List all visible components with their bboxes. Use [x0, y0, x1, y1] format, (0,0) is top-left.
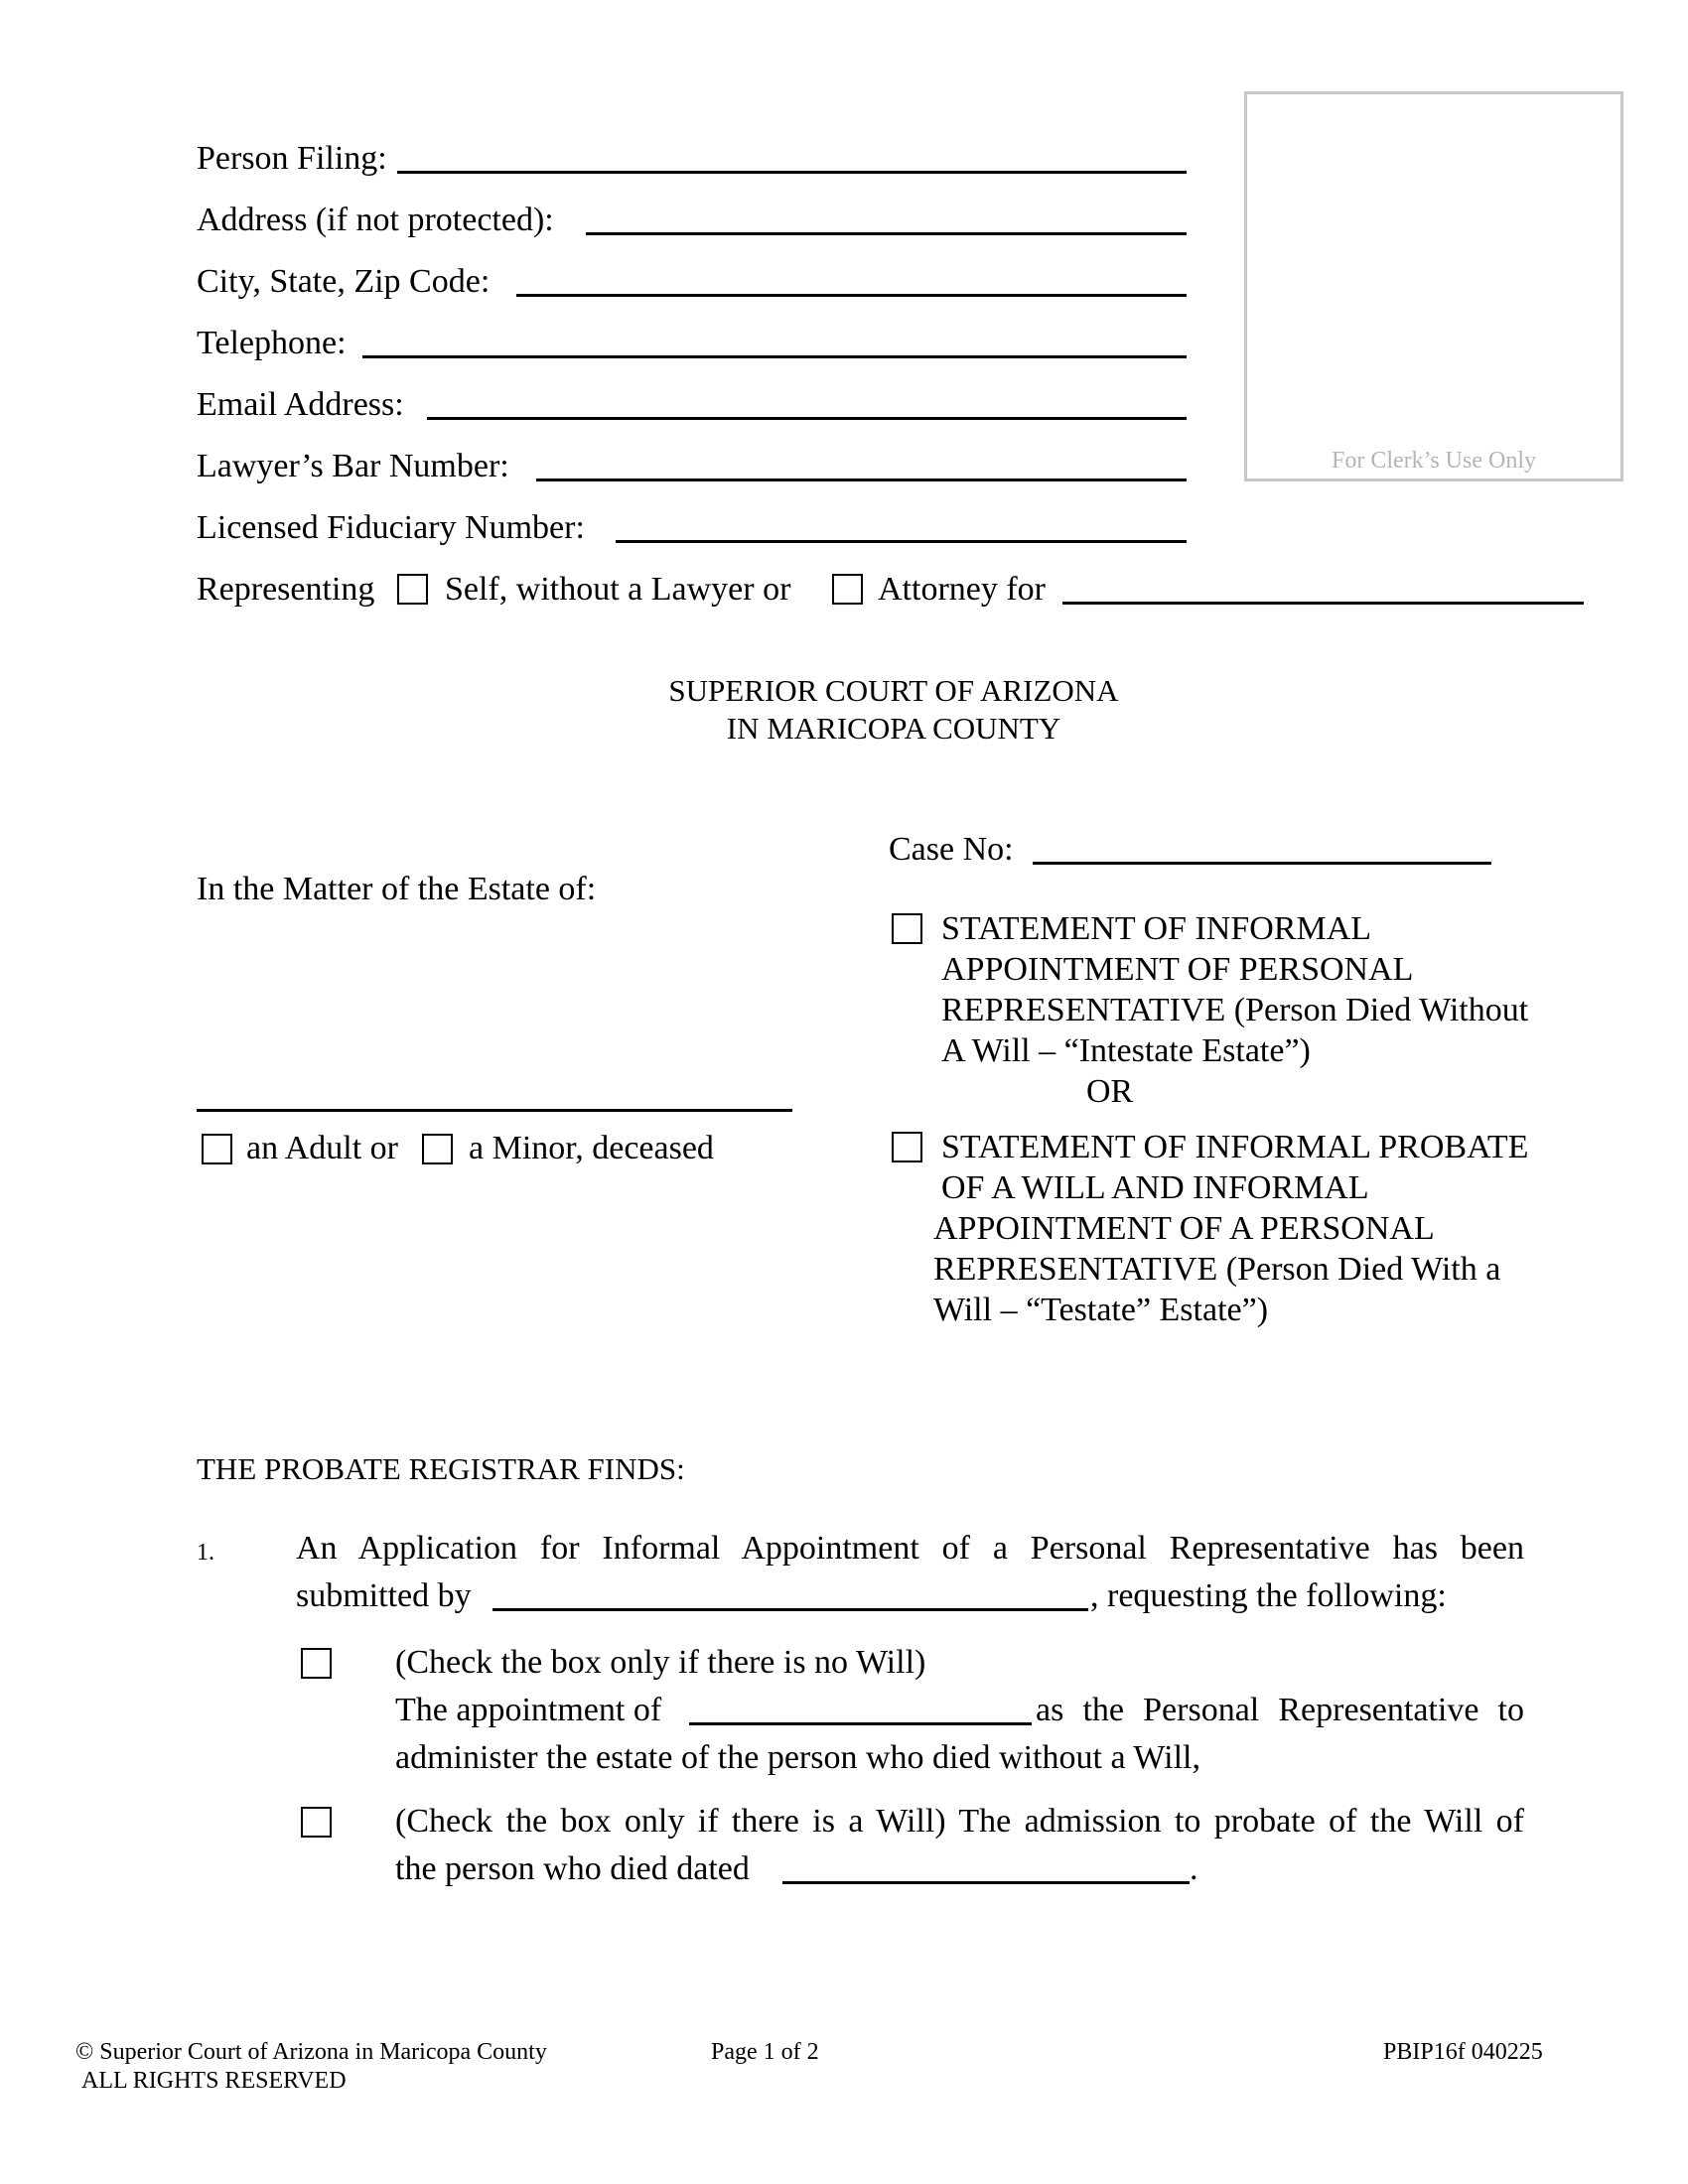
bar-number-label: Lawyer’s Bar Number: — [197, 448, 509, 484]
minor-checkbox[interactable] — [422, 1134, 453, 1164]
appointment-of-label: The appointment of — [395, 1692, 662, 1728]
attorney-for-field[interactable] — [1062, 602, 1584, 605]
bar-number-field[interactable] — [536, 478, 1187, 481]
intestate-statement-line: APPOINTMENT OF PERSONAL — [941, 951, 1414, 988]
court-name-line2: IN MARICOPA COUNTY — [726, 711, 1061, 746]
court-name-line1: SUPERIOR COURT OF ARIZONA — [668, 673, 1119, 708]
requesting-text: , requesting the following: — [1090, 1577, 1447, 1614]
will-dated-label: the person who died dated — [395, 1850, 750, 1887]
decedent-name-field[interactable] — [197, 1109, 792, 1112]
footer-copyright: © Superior Court of Arizona in Maricopa County — [75, 2039, 547, 2065]
self-option-label: Self, without a Lawyer or — [445, 571, 791, 608]
minor-option-label: a Minor, deceased — [469, 1130, 714, 1166]
item-number: 1. — [197, 1540, 214, 1566]
representing-label: Representing — [197, 571, 375, 608]
testate-statement-line: Will – “Testate” Estate”) — [933, 1292, 1269, 1328]
as-pr-text: as the Personal Representative to — [1036, 1692, 1524, 1728]
self-checkbox[interactable] — [397, 574, 428, 605]
case-no-field[interactable] — [1033, 862, 1491, 865]
submitted-by-label: submitted by — [296, 1577, 472, 1614]
adult-checkbox[interactable] — [202, 1134, 232, 1164]
appointee-field[interactable] — [689, 1722, 1032, 1725]
city-state-zip-label: City, State, Zip Code: — [197, 263, 491, 300]
submitted-by-field[interactable] — [492, 1608, 1088, 1611]
person-filing-label: Person Filing: — [197, 140, 387, 177]
email-field[interactable] — [427, 417, 1187, 420]
address-label: Address (if not protected): — [197, 202, 554, 238]
testate-statement-line: STATEMENT OF INFORMAL PROBATE — [941, 1129, 1529, 1165]
intestate-statement-line: STATEMENT OF INFORMAL — [941, 910, 1372, 947]
testate-statement-line: REPRESENTATIVE (Person Died With a — [933, 1251, 1501, 1288]
attorney-checkbox[interactable] — [832, 574, 863, 605]
intestate-statement-line: A Will – “Intestate Estate”) — [941, 1032, 1311, 1069]
no-will-checkbox[interactable] — [301, 1648, 332, 1679]
will-date-field[interactable] — [782, 1881, 1190, 1884]
attorney-option-label: Attorney for — [878, 571, 1047, 608]
intestate-statement-checkbox[interactable] — [892, 913, 922, 944]
or-separator: OR — [1086, 1073, 1134, 1110]
footer-form-code: PBIP16f 040225 — [1383, 2039, 1543, 2065]
testate-statement-line: APPOINTMENT OF A PERSONAL — [933, 1210, 1435, 1247]
no-will-line3: administer the estate of the person who died without a Will, — [395, 1739, 1200, 1776]
fiduciary-number-label: Licensed Fiduciary Number: — [197, 509, 585, 546]
footer-page-number: Page 1 of 2 — [711, 2039, 819, 2065]
clerk-use-box — [1244, 91, 1623, 481]
person-filing-field[interactable] — [397, 171, 1187, 174]
address-field[interactable] — [586, 232, 1187, 235]
case-no-label: Case No: — [889, 831, 1014, 868]
will-instruction: (Check the box only if there is a Will) The admission to probate of the Will of — [395, 1803, 1524, 1840]
clerk-use-label: For Clerk’s Use Only — [1332, 448, 1536, 474]
email-label: Email Address: — [197, 386, 404, 423]
no-will-instruction: (Check the box only if there is no Will) — [395, 1644, 926, 1681]
adult-option-label: an Adult or — [246, 1130, 398, 1166]
intestate-statement-line: REPRESENTATIVE (Person Died Without — [941, 992, 1529, 1028]
item1-line1: An Application for Informal Appointment of a Personal Representative has been — [296, 1530, 1524, 1567]
telephone-label: Telephone: — [197, 325, 347, 361]
testate-statement-checkbox[interactable] — [892, 1132, 922, 1162]
telephone-field[interactable] — [362, 355, 1187, 358]
findings-heading: THE PROBATE REGISTRAR FINDS: — [197, 1451, 685, 1486]
matter-of-label: In the Matter of the Estate of: — [197, 871, 597, 907]
will-checkbox[interactable] — [301, 1807, 332, 1838]
testate-statement-line: OF A WILL AND INFORMAL — [941, 1169, 1369, 1206]
footer-rights: ALL RIGHTS RESERVED — [81, 2068, 347, 2094]
city-state-zip-field[interactable] — [516, 294, 1187, 297]
will-dated-period: . — [1190, 1850, 1198, 1887]
fiduciary-number-field[interactable] — [616, 540, 1187, 543]
